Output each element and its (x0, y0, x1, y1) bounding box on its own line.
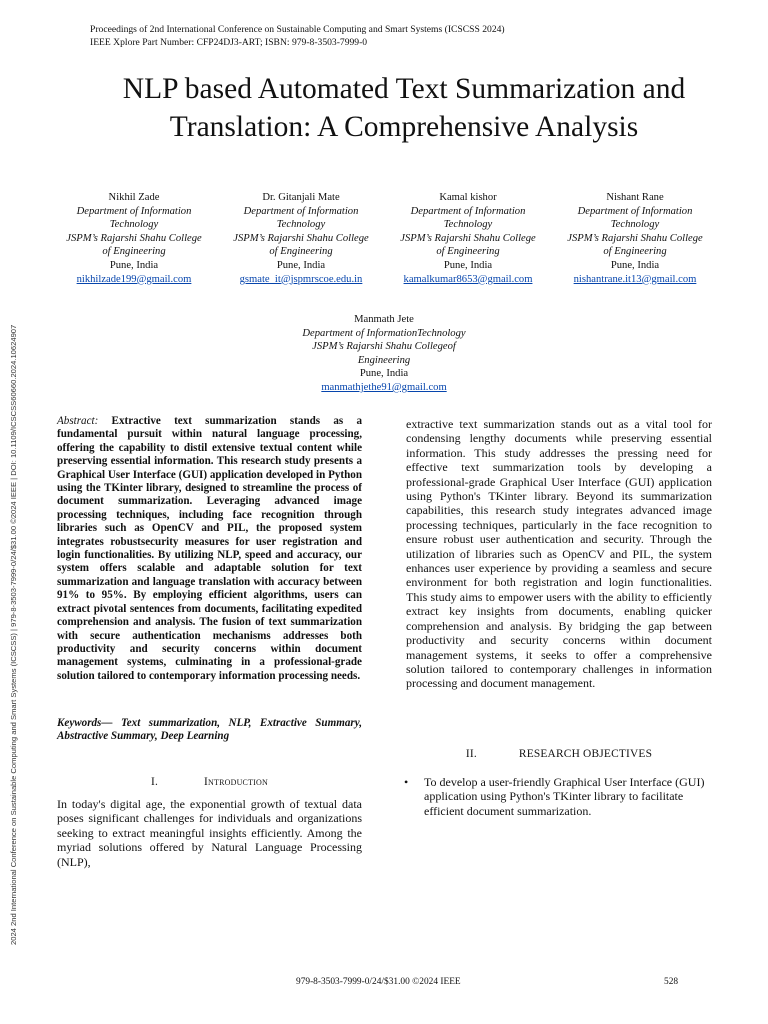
abstract-label: Abstract: (57, 415, 99, 427)
author-city: Pune, India (443, 259, 493, 271)
author-department: Technology (276, 219, 326, 231)
author-email-link[interactable]: gsmate_it@jspmrscoe.edu.in (239, 273, 363, 285)
section-heading-research-objectives (406, 748, 712, 760)
paper-title (70, 70, 738, 146)
author-institution: JSPM’s Rajarshi Shahu College (400, 232, 536, 244)
author-department: Department of Information (577, 205, 693, 217)
author-name: Kamal kishor (439, 192, 497, 203)
section-number: I. (150, 776, 159, 788)
author-city: Pune, India (359, 368, 409, 380)
introduction-paragraph: In today's digital age, the exponential growth of textual data poses significant challenges for individuals and organizations seeking to extract meaningful insights efficiently. Among the myriad solutions offered by Natural Language Processing (NLP), (57, 797, 362, 869)
author-institution: Engineering (357, 354, 411, 366)
author-email-link[interactable]: nikhilzade199@gmail.com (76, 273, 192, 285)
author-institution: JSPM’s Rajarshi Shahu Collegeof (312, 341, 456, 353)
abstract-text: Extractive text summarization stands as a fundamental pursuit within natural language processing, offering the capability to distil extensive textual content while preserving essential information. This research study presents a Graphical User Interface (GUI) application developed in Python using the TKinter library, designed to streamline the process of document summarization. Leveraging advanced image processing techniques, including face recognition through libraries such as OpenCV and PIL, the proposed system integrates robustsecurity measures for user registration and login functionalities. By utilizing NLP, speed and accuracy, our system offers scalable and adaptable solution for text summarization and language translation with accuracy between 91% to 95%. By employing efficient algorithms, users can extract pivotal sentences from documents, facilitating expedited comprehension and analysis. The fusion of text summarization with secure authentication mechanisms addresses both productivity and security concerns within document management systems, culminating in a professional-grade solution tailored to contemporary information processing needs. (57, 415, 362, 682)
bullet-marker: • (404, 775, 409, 789)
author-department: Department of Information (243, 205, 359, 217)
author-name: Dr. Gitanjali Mate (262, 192, 340, 203)
author-institution: of Engineering (269, 246, 333, 258)
author-department: Department of Information (76, 205, 192, 217)
conference-header (90, 24, 505, 49)
keywords-text: Text summarization, NLP, Extractive Summary, Abstractive Summary, Deep Learning (57, 717, 362, 743)
author-card (384, 191, 552, 286)
objective-list-item (406, 775, 712, 818)
author-email-link[interactable]: kamalkumar8653@gmail.com (403, 273, 533, 285)
author-card (300, 313, 468, 395)
keywords-label: Keywords— (57, 717, 113, 729)
author-department: Technology (109, 219, 159, 231)
keywords (57, 717, 362, 744)
section-title: RESEARCH OBJECTIVES (518, 748, 653, 760)
author-department: Technology (610, 219, 660, 231)
author-institution: of Engineering (603, 246, 667, 258)
section-title: Introduction (204, 776, 268, 788)
author-institution: of Engineering (436, 246, 500, 258)
author-email-link[interactable]: manmathjethe91@gmail.com (321, 381, 447, 393)
author-institution: JSPM’s Rajarshi Shahu College (567, 232, 703, 244)
side-doi-text: 2024 2nd International Conference on Sustainable Computing and Smart Systems (ICSCSS) | 979-8-3503-7999-0/24/$31.00 ©2024 IEEE | DOI: 10.1109/ICSCSS60660.2024.10624907 (9, 324, 18, 945)
author-name: Nishant Rane (606, 192, 664, 203)
author-city: Pune, India (276, 259, 326, 271)
footer-copyright: 979-8-3503-7999-0/24/$31.00 ©2024 IEEE (296, 977, 461, 987)
title-line-1: NLP based Automated Text Summarization and (122, 73, 686, 105)
section-number: II. (465, 748, 477, 760)
author-department: Department of Information (410, 205, 526, 217)
header-isbn-line: IEEE Xplore Part Number: CFP24DJ3-ART; ISBN: 979-8-3503-7999-0 (90, 36, 368, 48)
section-heading-introduction (57, 776, 362, 788)
author-department: Department of InformationTechnology (302, 327, 466, 339)
introduction-continued-paragraph: extractive text summarization stands out as a vital tool for condensing lengthy documents while preserving essential information. This study addresses the pressing need for effective text summarization tools by developing a professional-grade Graphical User Interface (GUI) application using Python's TKinter library. Beyond its summarization capabilities, this research study integrates advanced image processing techniques, particularly in the face recognition to ensure robust user authentication and security. Through the utilization of libraries such as OpenCV and PIL, the system enhances user experience by providing a seamless and secure environment for both registration and login functionalities. This study aims to empower users with the ability to efficiently extract key insights from documents, enabling quicker comprehension and analysis. By bridging the gap between productivity and security concerns within document management systems, it seeks to offer a comprehensive solution tailored to contemporary challenges in information processing and document management. (406, 417, 712, 691)
header-proceedings-line: Proceedings of 2nd International Conference on Sustainable Computing and Smart Systems (ICSCSS 2024) (90, 24, 505, 35)
author-city: Pune, India (610, 259, 660, 271)
author-card (551, 191, 719, 286)
author-card (50, 191, 218, 286)
objective-text: To develop a user-friendly Graphical User Interface (GUI) application using Python's TKinter library to facilitate efficient document summarization. (424, 775, 705, 818)
author-card (217, 191, 385, 286)
abstract (57, 415, 362, 683)
author-name: Manmath Jete (354, 314, 414, 325)
author-institution: JSPM’s Rajarshi Shahu College (233, 232, 369, 244)
author-email-link[interactable]: nishantrane.it13@gmail.com (573, 273, 697, 285)
title-line-2: Translation: A Comprehensive Analysis (169, 111, 639, 143)
author-institution: JSPM’s Rajarshi Shahu College (66, 232, 202, 244)
author-name: Nikhil Zade (108, 192, 160, 203)
page-number: 528 (664, 977, 679, 987)
author-institution: of Engineering (102, 246, 166, 258)
author-department: Technology (443, 219, 493, 231)
author-city: Pune, India (109, 259, 159, 271)
